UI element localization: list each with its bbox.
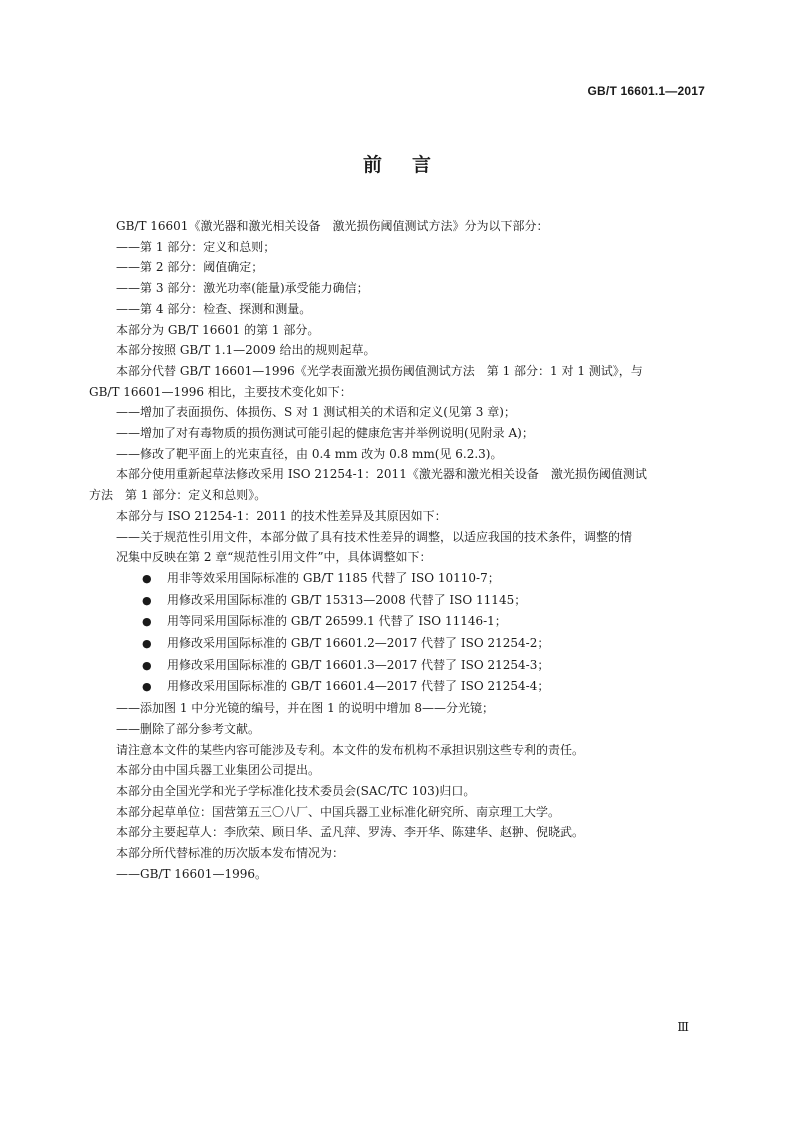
paragraph-replaces-line1: 本部分代替 GB/T 16601—1996《光学表面激光损伤阈值测试方法 第 1 部分：1 对 1 测试》，与	[116, 363, 643, 378]
bullet-dot-icon: ●	[142, 637, 152, 651]
part-item-1: ——第 1 部分：定义和总则；	[116, 239, 276, 254]
paragraph-drafting-rules: 本部分按照 GB/T 1.1—2009 给出的规则起草。	[116, 343, 376, 358]
bullet-item	[89, 655, 705, 677]
paragraph-iso-adoption-line1: 本部分使用重新起草法修改采用 ISO 21254-1：2011《激光器和激光相关设备 激光损伤阈值测试	[116, 467, 647, 482]
part-item-2: ——第 2 部分：阈值确定；	[116, 260, 264, 275]
bullet-dot-icon: ●	[142, 615, 152, 629]
bullet-item	[89, 611, 705, 633]
bullet-dot-icon: ●	[142, 680, 152, 694]
difference-item-3: ——删除了部分参考文献。	[116, 721, 261, 736]
paragraph-intro: GB/T 16601《激光器和激光相关设备 激光损伤阈值测试方法》分为以下部分：	[116, 219, 549, 233]
foreword-body	[89, 216, 705, 885]
change-item-2: ——增加了对有毒物质的损伤测试可能引起的健康危害并举例说明(见附录 A)；	[116, 426, 534, 441]
bullet-text: 用修改采用国际标准的 GB/T 16601.3—2017 代替了 ISO 21254-3；	[167, 657, 550, 672]
part-item-4: ——第 4 部分：检查、探测和测量。	[116, 301, 312, 316]
bullet-item	[89, 590, 705, 612]
change-item-3: ——修改了靶平面上的光束直径，由 0.4 mm 改为 0.8 mm(见 6.2.3)。	[116, 446, 503, 461]
bullet-dot-icon: ●	[142, 593, 152, 607]
difference-item-1-line1: ——关于规范性引用文件，本部分做了具有技术性差异的调整，以适应我国的技术条件，调整的情	[116, 529, 633, 544]
paragraph-managed-by: 本部分由全国光学和光子学标准化技术委员会(SAC/TC 103)归口。	[116, 783, 476, 798]
bullet-text: 用修改采用国际标准的 GB/T 16601.4—2017 代替了 ISO 21254-4；	[167, 679, 550, 694]
page-number: Ⅲ	[677, 1020, 689, 1034]
part-item-3: ——第 3 部分：激光功率(能量)承受能力确信；	[116, 281, 369, 296]
bullet-text: 用非等效采用国际标准的 GB/T 1185 代替了 ISO 10110-7；	[167, 570, 500, 585]
bullet-item	[89, 676, 705, 698]
paragraph-drafting-units: 本部分起草单位：国营第五三〇八厂、中国兵器工业标准化研究所、南京理工大学。	[116, 804, 561, 819]
standard-code: GB/T 16601.1—2017	[587, 84, 705, 98]
bullet-dot-icon: ●	[142, 658, 152, 672]
difference-item-1-line2: 况集中反映在第 2 章“规范性引用文件”中，具体调整如下：	[116, 550, 432, 565]
bullet-item	[89, 633, 705, 655]
change-item-1: ——增加了表面损伤、体损伤、S 对 1 测试相关的术语和定义(见第 3 章)；	[116, 405, 516, 420]
paragraph-drafters: 本部分主要起草人：李欣荣、顾日华、孟凡萍、罗涛、李开华、陈建华、赵翀、倪晓武。	[116, 825, 585, 840]
paragraph-history-intro: 本部分所代替标准的历次版本发布情况为：	[116, 846, 345, 861]
paragraph-proposed-by: 本部分由中国兵器工业集团公司提出。	[116, 763, 321, 778]
difference-item-2: ——添加图 1 中分光镜的编号，并在图 1 的说明中增加 8——分光镜；	[116, 701, 494, 716]
paragraph-iso-adoption-line2: 方法 第 1 部分：定义和总则》。	[89, 488, 267, 503]
bullet-text: 用等同采用国际标准的 GB/T 26599.1 代替了 ISO 11146-1；	[167, 614, 507, 629]
bullet-dot-icon: ●	[142, 571, 152, 585]
page-title: 前言	[362, 154, 461, 176]
paragraph-part-statement: 本部分为 GB/T 16601 的第 1 部分。	[116, 322, 320, 337]
bullet-text: 用修改采用国际标准的 GB/T 16601.2—2017 代替了 ISO 21254-2；	[167, 636, 550, 651]
bullet-item	[89, 568, 705, 590]
history-item-1: ——GB/T 16601—1996。	[116, 866, 267, 881]
bullet-text: 用修改采用国际标准的 GB/T 15313—2008 代替了 ISO 11145；	[167, 592, 527, 607]
paragraph-differences: 本部分与 ISO 21254-1：2011 的技术性差异及其原因如下：	[116, 508, 447, 523]
paragraph-patent-notice: 请注意本文件的某些内容可能涉及专利。本文件的发布机构不承担识别这些专利的责任。	[116, 742, 585, 757]
paragraph-replaces-line2: GB/T 16601—1996 相比，主要技术变化如下：	[89, 384, 352, 399]
